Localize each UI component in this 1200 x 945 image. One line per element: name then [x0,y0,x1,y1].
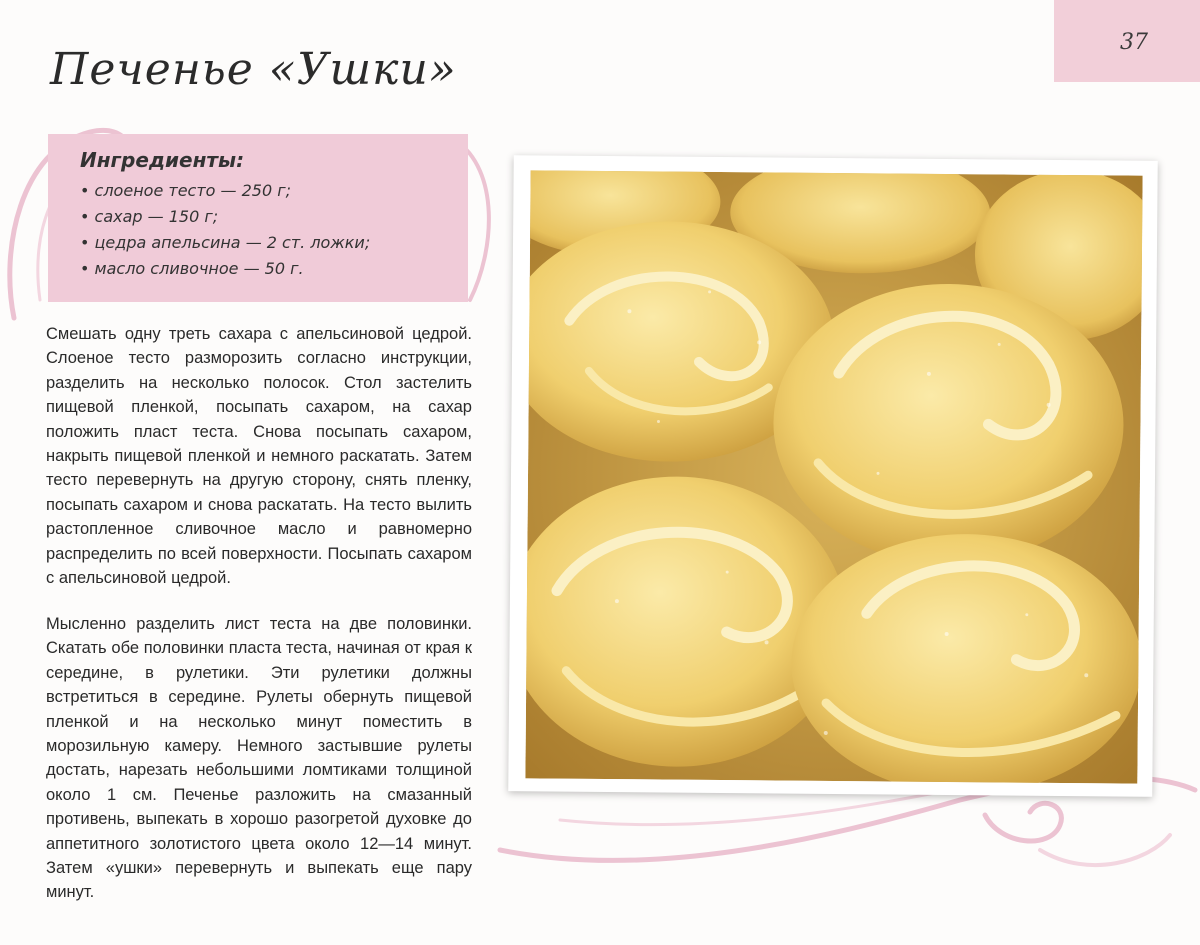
ingredient-item: • масло сливочное — 50 г. [80,256,468,282]
ingredients-heading: Ингредиенты: [80,148,245,172]
bottom-swirl-tail [1040,835,1170,865]
instructions-paragraph-2: Мысленно разделить лист теста на две половинки. Скатать обе половинки пласта теста, начиная от края к середине, в рулетики. Эти рулетики должны встретиться в середине. Рулеты обернуть пищевой пленкой и на несколько минут поместить в морозильную камеру. Немного застывшие рулеты достать, нарезать небольшими ломтиками толщиной около 1 см. Печенье разложить на смазанный противень, выпекать в хорошо разогретой духовке до аппетитного золотистого цвета около 12—14 минут. Затем «ушки» перевернуть и выпекать еще пару минут. [46,615,472,902]
cookies-photo [525,170,1142,783]
bottom-swirl-curl [985,803,1061,841]
ingredients-box [48,134,468,302]
page-number: 37 [1120,30,1148,55]
recipe-title: Печенье «Ушки» [50,44,457,95]
cookies-illustration [525,170,1142,783]
ingredient-item: • слоеное тесто — 250 г; [80,178,468,204]
ingredients-list [80,178,468,282]
ingredient-item: • сахар — 150 г; [80,204,468,230]
instructions-paragraph-1: Смешать одну треть сахара с апельсиновой цедрой. Слоеное тесто разморозить согласно инструкции, разделить на несколько полосок. Стол застелить пищевой пленкой, посыпать сахаром, на сахар положить пласт теста. Снова посыпать сахаром, накрыть пищевой пленкой и немного раскатать. Затем тесто перевернуть на другую сторону, снять пленку, посыпать сахаром и снова раскатать. На тесто вылить растопленное сливочное масло и равномерно распределить по всей поверхности. Посыпать сахаром с апельсиновой цедрой. [46,325,472,588]
ingredient-item: • цедра апельсина — 2 ст. ложки; [80,230,468,256]
